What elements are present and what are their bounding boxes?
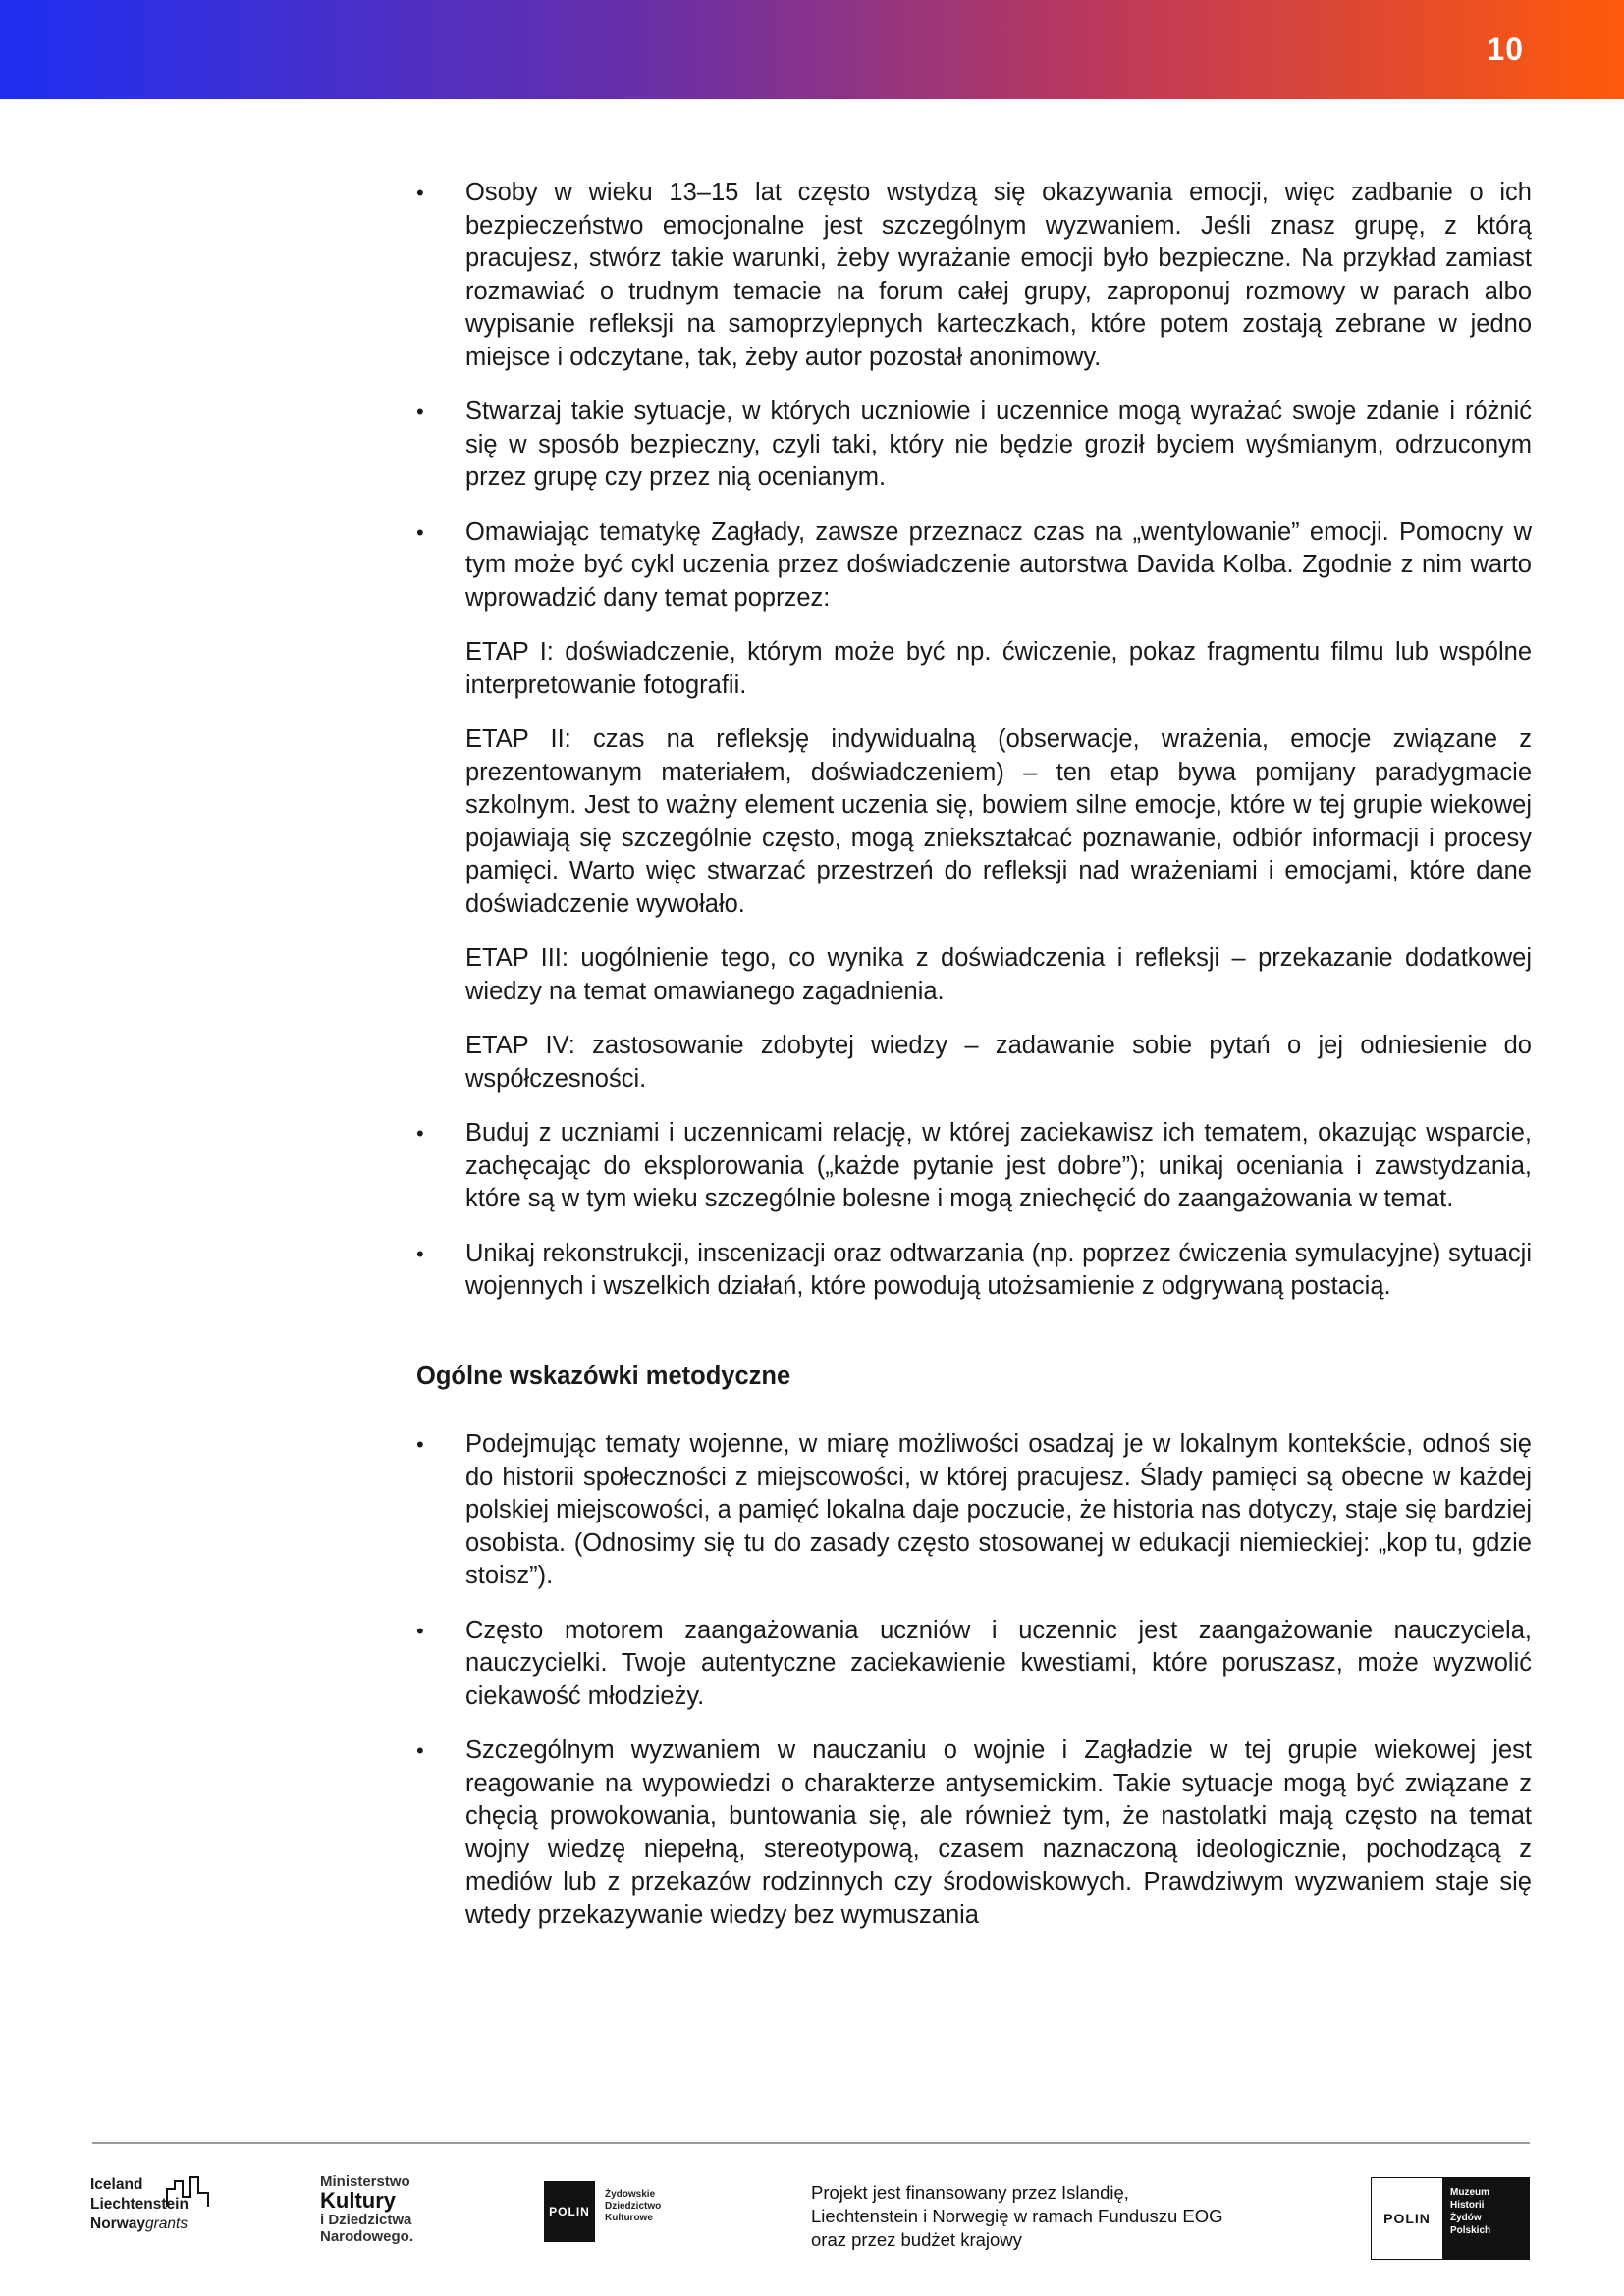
list-item xyxy=(416,396,1532,495)
list-item xyxy=(416,1117,1532,1216)
logo-text-liechtenstein: Liechtenstein xyxy=(90,2196,189,2213)
main-content xyxy=(416,177,1532,1953)
bullet-text: • Osoby w wieku 13–15 lat często wstydzą się okazywania emocji, więc zadbanie o ich bezpieczeństwo emocjonalne jest szczególnym wyzwaniem. Jeśli znasz grupę, z którą pracujesz, stwórz takie warunki, żeby wyrażanie emocji było bezpieczne. Na przykład zamiast rozmawiać o trudnym temacie na forum całej grupy, zaproponuj rozmowy w parach albo wypisanie refleksji na samoprzylepnych karteczkach, które potem zostają zebrane w jedno miejsce i odczytane, tak, żeby autor pozostał anonimowy. xyxy=(465,179,1532,371)
polin-heritage-text xyxy=(605,2189,661,2224)
logo-text-iceland: Iceland xyxy=(90,2176,143,2193)
logo-text: Narodowego. xyxy=(320,2228,414,2245)
polin-museum-text xyxy=(1442,2178,1529,2259)
list-item xyxy=(416,1428,1532,1593)
bullet-text: • Szczególnym wyzwaniem w nauczaniu o wojnie i Zagładzie w tej grupie wiekowej jest reagowanie na wypowiedzi o charakterze antysemickim. Takie sytuacje mogą być związane z chęcią prowokowania, buntowania się, ale również tym, że nastolatki mają często na temat wojny wiedzę niepełną, stereotypową, czasem naznaczoną ideologicznie, pochodzącą z mediów lub z przekazów rodzinnych czy środowiskowych. Prawdziwym wyzwaniem staje się wtedy przekazywanie wiedzy bez wymuszania xyxy=(465,1736,1532,1929)
stage-1-text: ETAP I: doświadczenie, którym może być np. ćwiczenie, pokaz fragmentu filmu lub wspólne interpretowanie fotografii. xyxy=(465,638,1532,699)
list-item xyxy=(416,1615,1532,1714)
list-item xyxy=(416,1735,1532,1932)
bullet-list-1 xyxy=(416,177,1532,1304)
funding-statement xyxy=(811,2181,1223,2252)
eea-grants-icon xyxy=(165,2175,210,2209)
logo-text: i Dziedzictwa xyxy=(320,2212,412,2228)
funding-line: oraz przez budżet krajowy xyxy=(811,2229,1022,2250)
bullet-text: • Unikaj rekonstrukcji, inscenizacji oraz odtwarzania (np. poprzez ćwiczenia symulacyjne) sytuacji wojennych i wszelkich działań, które powodują utożsamienie z odgrywaną postacią. xyxy=(465,1239,1532,1300)
polin-museum-logo xyxy=(1371,2177,1530,2260)
logo-text: Muzeum xyxy=(1450,2187,1489,2198)
footer xyxy=(0,2160,1624,2277)
funding-line: Projekt jest finansowany przez Islandię, xyxy=(811,2182,1129,2203)
stage-2-text: ETAP II: czas na refleksję indywidualną (obserwacje, wrażenia, emocje związane z prezentowanym materiałem, doświadczeniem) – ten etap bywa pomijany paradygmacie szkolnym. Jest to ważny element uczenia się, bowiem silne emocje, które w tej grupie wiekowej pojawiają się szczególnie często, mogą zniekształcać poznawanie, odbiór informacji i procesy pamięci. Warto więc stwarzać przestrzeń do refleksji nad wrażeniami i emocjami, które dane doświadczenie wywołało. xyxy=(465,725,1532,918)
section-heading: Ogólne wskazówki metodyczne xyxy=(416,1362,791,1390)
polin-mark: POLIN xyxy=(1372,2178,1442,2259)
list-item xyxy=(416,177,1532,374)
funding-line: Liechtenstein i Norwegię w ramach Funduszu EOG xyxy=(811,2206,1223,2226)
bullet-text: • Omawiając tematykę Zagłady, zawsze przeznacz czas na „wentylowanie” emocji. Pomocny w tym może być cykl uczenia przez doświadczenie autorstwa Davida Kolba. Zgodnie z nim warto wprowadzić dany temat poprzez: xyxy=(465,517,1532,612)
footer-divider xyxy=(92,2142,1530,2144)
polin-heritage-logo xyxy=(544,2181,683,2252)
ministry-culture-logo xyxy=(320,2173,413,2245)
stage-3-text: ETAP III: uogólnienie tego, co wynika z doświadczenia i refleksji – przekazanie dodatkowej wiedzy na temat omawianego zagadnienia. xyxy=(465,944,1532,1005)
bullet-text: • Często motorem zaangażowania uczniów i uczennic jest zaangażowanie nauczyciela, nauczycielki. Twoje autentyczne zaciekawienie kwestiami, które poruszasz, może wyzwolić ciekawość młodzieży. xyxy=(465,1616,1532,1710)
polin-mark: POLIN xyxy=(544,2181,595,2242)
logo-text: Polskich xyxy=(1450,2225,1491,2236)
logo-text: Żydowskie xyxy=(605,2189,656,2200)
stage-4-text: ETAP IV: zastosowanie zdobytej wiedzy – zadawanie sobie pytań o jej odniesienie do współczesności. xyxy=(465,1032,1532,1093)
logo-text: Historii xyxy=(1450,2200,1485,2211)
logo-text: Żydów xyxy=(1450,2213,1482,2223)
bullet-text: • Stwarzaj takie sytuacje, w których uczniowie i uczennice mogą wyrażać swoje zdanie i różnić się w sposób bezpieczny, czyli taki, który nie będzie groził byciem wyśmianym, odrzuconym przez grupę czy przez nią ocenianym. xyxy=(465,398,1532,491)
bullet-list-2 xyxy=(416,1428,1532,1932)
logo-text: Dziedzictwo xyxy=(605,2201,662,2212)
bullet-text: • Buduj z uczniami i uczennicami relację, w której zaciekawisz ich tematem, okazując wsparcie, zachęcając do eksplorowania („każde pytanie jest dobre”); unikaj oceniania i zawstydzania, które są w tym wieku szczególnie bolesne i mogą zniechęcić do zaangażowania w temat. xyxy=(465,1119,1532,1212)
list-item xyxy=(416,1238,1532,1304)
logo-text: Ministerstwo xyxy=(320,2173,410,2190)
logo-text: Kultury xyxy=(320,2188,396,2213)
bullet-text: • Podejmując tematy wojenne, w miarę możliwości osadzaj je w lokalnym kontekście, odnoś się do historii społeczności z miejscowości, w której pracujesz. Ślady pamięci są obecne w każdej polskiej miejscowości, a pamięć lokalna daje poczucie, że historia nas dotyczy, staje się bardziej osobista. (Odnosimy się tu do zasady często stosowanej w edukacji niemieckiej: „kop tu, gdzie stoisz”). xyxy=(465,1430,1532,1589)
logo-text-grants: grants xyxy=(145,2216,189,2232)
logo-text-norway: Norway xyxy=(90,2216,145,2232)
logo-text: Kulturowe xyxy=(605,2213,653,2223)
page-number: 10 xyxy=(1487,31,1524,67)
list-item xyxy=(416,516,1532,1096)
header-gradient-bar xyxy=(0,0,1624,99)
eea-norway-grants-logo xyxy=(90,2175,218,2234)
